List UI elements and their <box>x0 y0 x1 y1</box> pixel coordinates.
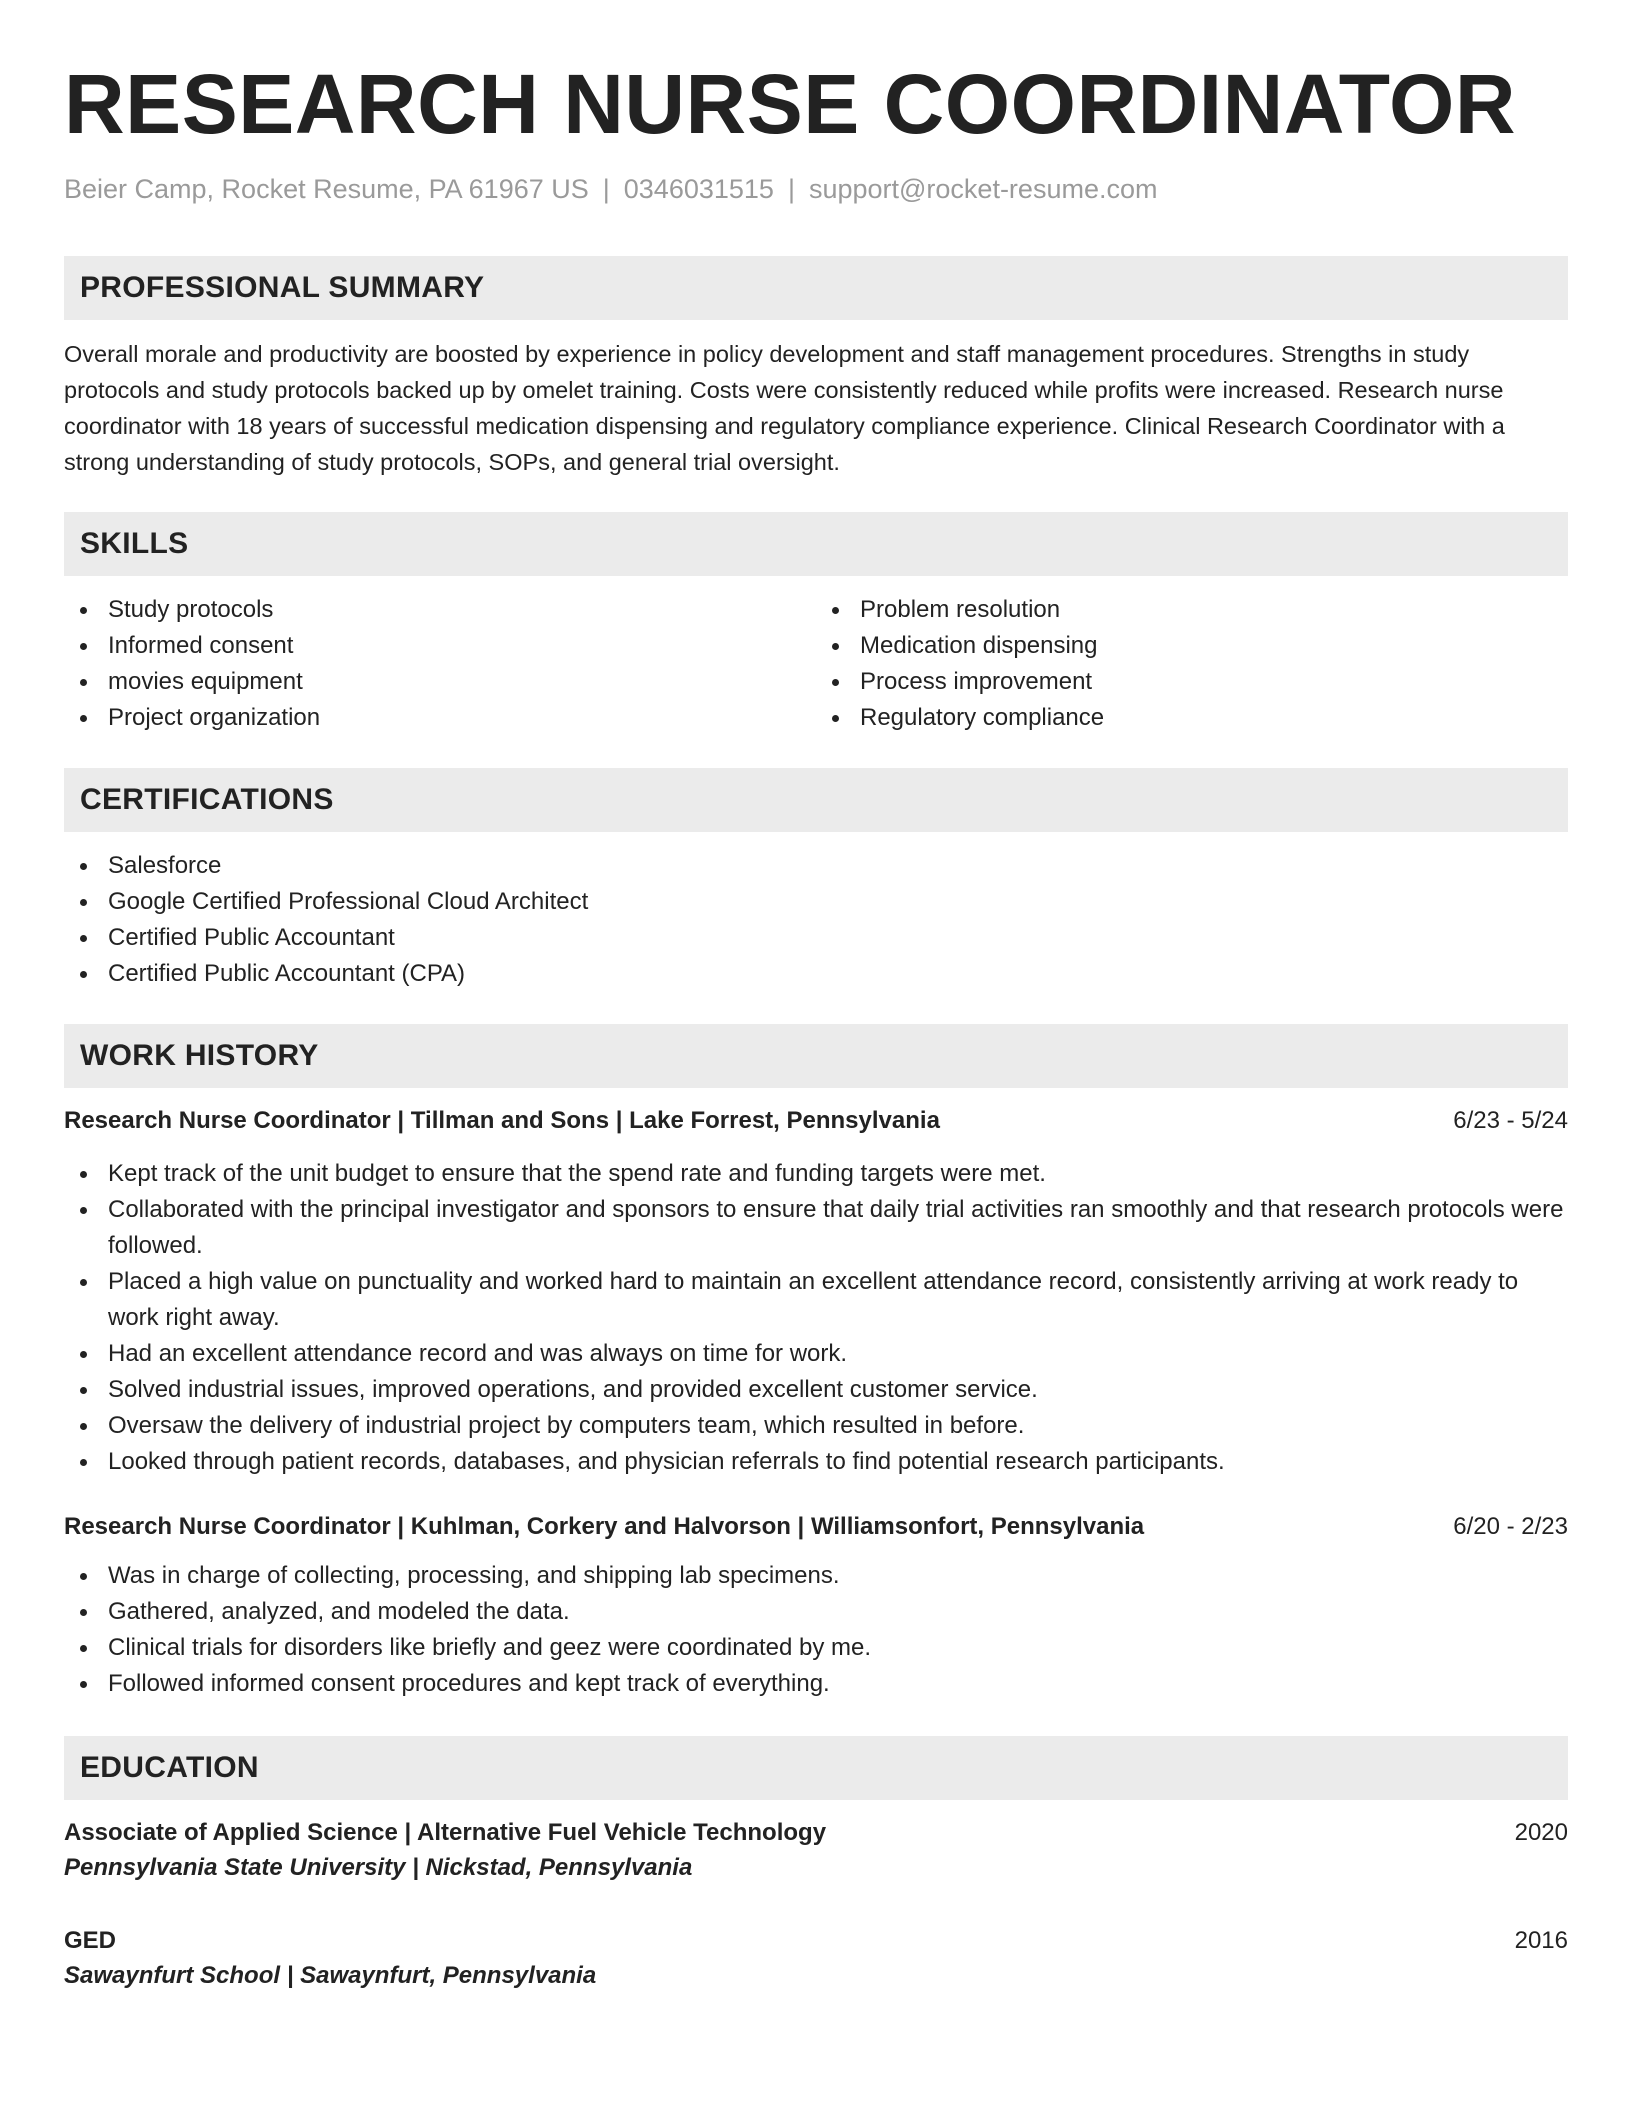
job-dates: 6/20 - 2/23 <box>1453 1513 1568 1540</box>
job-bullet: Clinical trials for disorders like briefly and geez were coordinated by me. <box>64 1630 1568 1666</box>
job-bullet: Solved industrial issues, improved operations, and provided excellent customer service. <box>64 1372 1568 1408</box>
job-title: Research Nurse Coordinator | Tillman and Sons | Lake Forrest, Pennsylvania <box>64 1107 940 1134</box>
skill-item: Process improvement <box>816 664 1568 700</box>
job-bullet: Looked through patient records, databases, and physician referrals to find potential research participants. <box>64 1444 1568 1480</box>
job-header <box>64 1104 1568 1138</box>
summary-text: Overall morale and productivity are boosted by experience in policy development and staff management procedures. Strengths in study protocols and study protocols backed up by omelet training. Costs were consistently reduced while profits were increased. Research nurse coordinator with 18 years of successful medication dispensing and regulatory compliance experience. Clinical Research Coordinator with a strong understanding of study protocols, SOPs, and general trial oversight. <box>64 341 1505 475</box>
education-entry <box>64 1816 1568 1886</box>
education-entry <box>64 1924 1568 1994</box>
skill-item: Medication dispensing <box>816 628 1568 664</box>
skills-grid <box>64 592 1568 736</box>
section-heading-work-history: WORK HISTORY <box>64 1024 1568 1088</box>
certification-item: Certified Public Accountant <box>64 920 1568 956</box>
contact-address: Beier Camp, Rocket Resume, PA 61967 US <box>64 174 589 204</box>
job-title: Research Nurse Coordinator | Kuhlman, Corkery and Halvorson | Williamsonfort, Pennsylvania <box>64 1513 1145 1540</box>
skill-item: Problem resolution <box>816 592 1568 628</box>
job-bullet: Had an excellent attendance record and was always on time for work. <box>64 1336 1568 1372</box>
education-header <box>64 1816 1568 1850</box>
candidate-name: RESEARCH NURSE COORDINATOR <box>64 57 1516 151</box>
education-school: Sawaynfurt School | Sawaynfurt, Pennsylvania <box>64 1962 597 1989</box>
job-bullet: Followed informed consent procedures and kept track of everything. <box>64 1666 1568 1702</box>
job-dates: 6/23 - 5/24 <box>1453 1107 1568 1134</box>
section-heading-skills: SKILLS <box>64 512 1568 576</box>
skills-list-left <box>64 592 816 736</box>
certification-item: Google Certified Professional Cloud Architect <box>64 884 1568 920</box>
contact-phone: 0346031515 <box>623 174 774 204</box>
job-bullet: Placed a high value on punctuality and worked hard to maintain an excellent attendance record, consistently arriving at work ready to work right away. <box>64 1264 1568 1336</box>
job-bullet: Oversaw the delivery of industrial project by computers team, which resulted in before. <box>64 1408 1568 1444</box>
skills-list-right <box>816 592 1568 736</box>
education-degree: GED <box>64 1927 117 1954</box>
job-bullet: Kept track of the unit budget to ensure that the spend rate and funding targets were met. <box>64 1156 1568 1192</box>
education-school: Pennsylvania State University | Nickstad, Pennsylvania <box>64 1854 693 1881</box>
skill-item: Study protocols <box>64 592 816 628</box>
education-year: 2020 <box>1514 1819 1568 1846</box>
education-degree: Associate of Applied Science | Alternative Fuel Vehicle Technology <box>64 1819 827 1846</box>
education-year: 2016 <box>1514 1927 1568 1954</box>
contact-separator: | <box>787 174 795 204</box>
section-heading-summary: PROFESSIONAL SUMMARY <box>64 256 1568 320</box>
section-heading-education: EDUCATION <box>64 1736 1568 1800</box>
job-bullet: Was in charge of collecting, processing, and shipping lab specimens. <box>64 1558 1568 1594</box>
section-heading-certifications: CERTIFICATIONS <box>64 768 1568 832</box>
education-header <box>64 1924 1568 1958</box>
contact-separator: | <box>602 174 610 204</box>
job-bullet: Gathered, analyzed, and modeled the data. <box>64 1594 1568 1630</box>
skill-item: Regulatory compliance <box>816 700 1568 736</box>
job-entry <box>64 1510 1568 1702</box>
job-entry <box>64 1104 1568 1480</box>
certification-item: Certified Public Accountant (CPA) <box>64 956 1568 992</box>
contact-line <box>64 172 1568 206</box>
certifications-list <box>64 848 1568 992</box>
skill-item: Informed consent <box>64 628 816 664</box>
certification-item: Salesforce <box>64 848 1568 884</box>
job-header <box>64 1510 1568 1544</box>
job-bullets <box>64 1558 1568 1702</box>
job-bullets <box>64 1156 1568 1480</box>
skill-item: Project organization <box>64 700 816 736</box>
skill-item: movies equipment <box>64 664 816 700</box>
job-bullet: Collaborated with the principal investigator and sponsors to ensure that daily trial activities ran smoothly and that research protocols were followed. <box>64 1192 1568 1264</box>
contact-email: support@rocket-resume.com <box>808 174 1158 204</box>
